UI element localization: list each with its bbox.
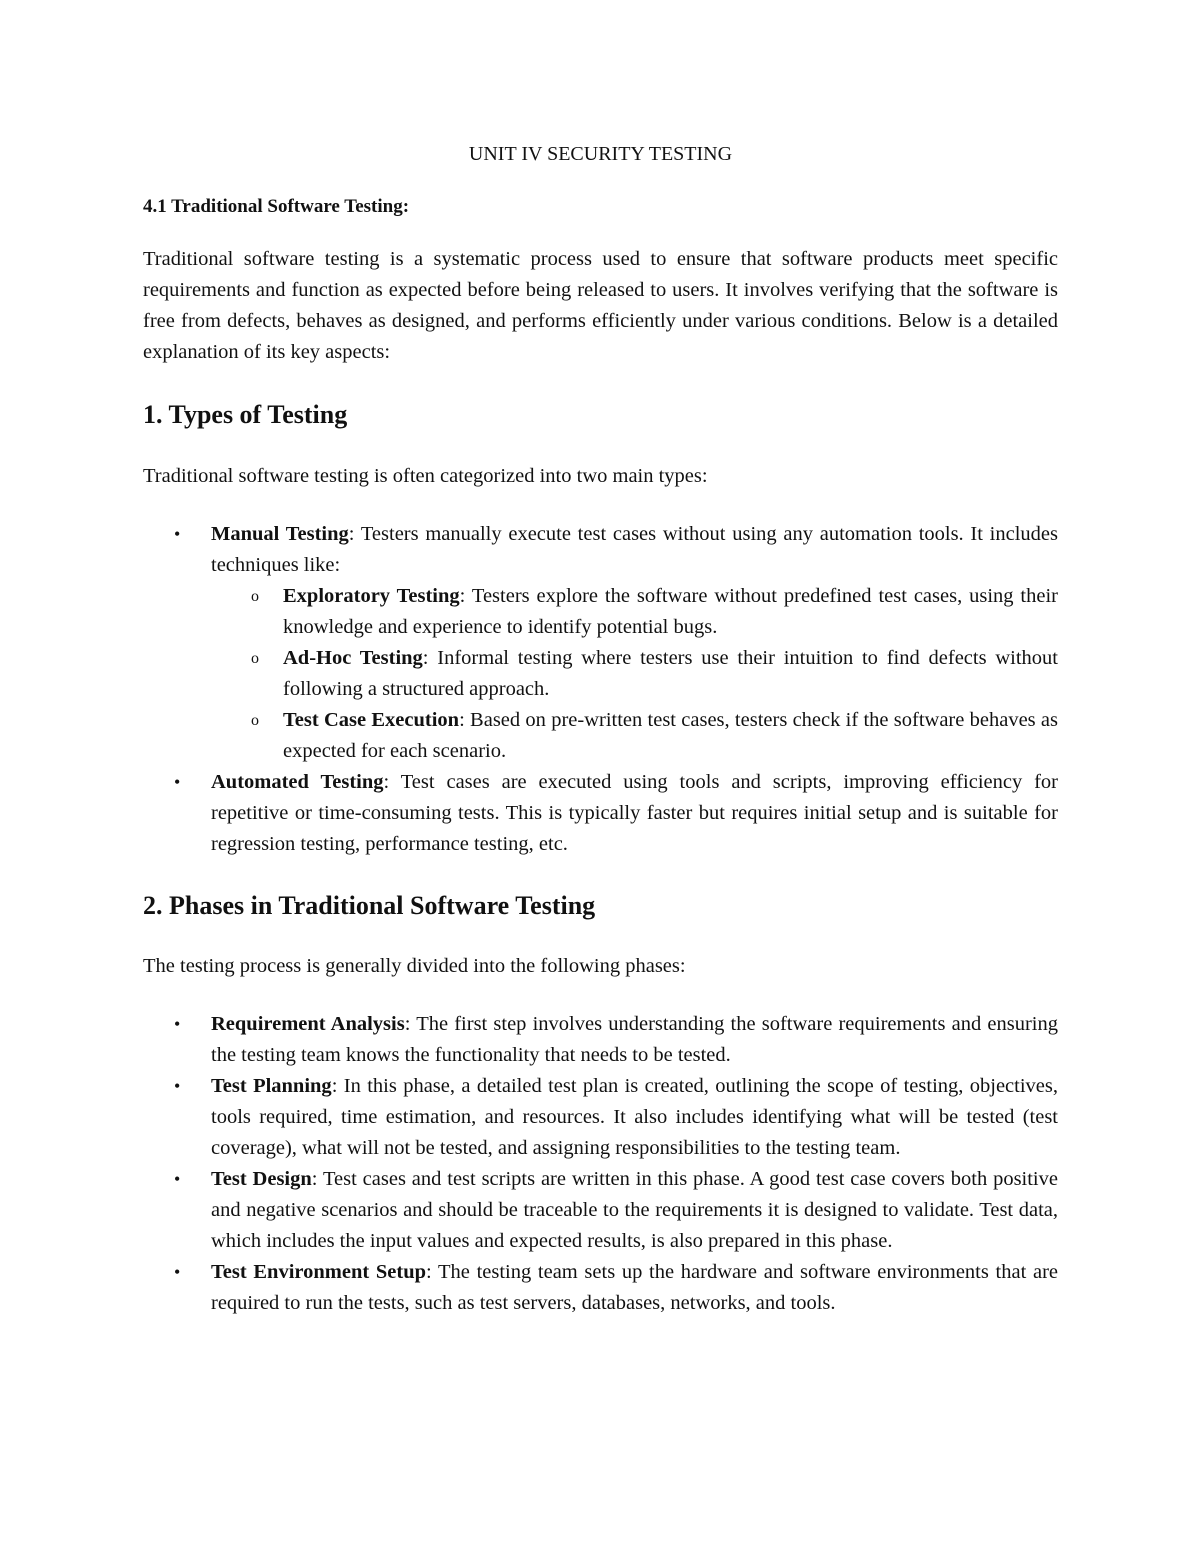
desc-ad-hoc-testing: : Informal testing where testers use their intuition to find defects without following a structured approach. [283,647,1059,700]
desc-test-design: : Test cases and test scripts are written in this phase. A good test case covers both positive and negative scenarios and should be traceable to the requirements it is designed to validate. Test data, which includes the input values and expected results, is also prepared in this phase. [211,1168,1058,1252]
term-test-case-execution: Test Case Execution [283,709,460,731]
list-item-manual-testing [143,519,1058,767]
term-test-design: Test Design [211,1168,312,1190]
desc-requirement-analysis: : The first step involves understanding the software requirements and ensuring the testing team knows the functionality that needs to be tested. [211,1013,1058,1066]
section-intro-types: Traditional software testing is often categorized into two main types: [143,465,708,487]
list-item-test-design [143,1164,1058,1257]
sub-bullet-icon: o [251,588,259,605]
list-item-test-planning [143,1071,1058,1164]
document-page [143,138,1058,1319]
list-item-requirement-analysis [143,1009,1058,1071]
list-item-test-environment-setup [143,1257,1058,1319]
bullet-icon: • [174,524,181,544]
bullet-icon: • [174,1014,181,1034]
subsection-heading: 4.1 Traditional Software Testing: [143,196,410,217]
bullet-icon: • [174,1076,181,1096]
types-list [143,519,1058,860]
sub-bullet-icon: o [251,650,259,667]
section-intro-phases: The testing process is generally divided into the following phases: [143,955,686,977]
desc-automated-testing: : Test cases are executed using tools and scripts, improving efficiency for repetitive or time-consuming tests. This is typically faster but requires initial setup and is suitable for regression testing, performance testing, etc. [211,771,1058,855]
section-heading-types-of-testing: 1. Types of Testing [143,400,348,429]
section-heading-phases: 2. Phases in Traditional Software Testing [143,891,596,920]
term-requirement-analysis: Requirement Analysis [211,1013,405,1035]
desc-test-planning: : In this phase, a detailed test plan is created, outlining the scope of testing, objectives, tools required, time estimation, and resources. It also includes identifying what will be tested (test coverage), what will not be tested, and assigning responsibilities to the testing team. [211,1075,1058,1159]
sub-item-ad-hoc-testing [211,643,1058,705]
bullet-icon: • [174,1169,181,1189]
term-manual-testing: Manual Testing [211,523,349,545]
sub-bullet-icon: o [251,712,259,729]
term-exploratory-testing: Exploratory Testing [283,585,460,607]
bullet-icon: • [174,1262,181,1282]
intro-paragraph: Traditional software testing is a systematic process used to ensure that software products meet specific requirements and function as expected before being released to users. It involves verifying that the software is free from defects, behaves as designed, and performs efficiently under various conditions. Below is a detailed explanation of its key aspects: [143,248,1058,363]
desc-test-environment-setup: : The testing team sets up the hardware and software environments that are required to run the tests, such as test servers, databases, networks, and tools. [211,1261,1058,1314]
manual-techniques-list [211,581,1058,767]
term-test-planning: Test Planning [211,1075,332,1097]
unit-title: UNIT IV SECURITY TESTING [468,143,733,165]
desc-test-case-execution: : Based on pre-written test cases, testers check if the software behaves as expected for each scenario. [283,709,1058,762]
list-item-automated-testing [143,767,1058,860]
desc-exploratory-testing: : Testers explore the software without predefined test cases, using their knowledge and experience to identify potential bugs. [283,585,1058,638]
term-test-environment-setup: Test Environment Setup [211,1261,426,1283]
term-ad-hoc-testing: Ad-Hoc Testing [283,647,423,669]
bullet-icon: • [174,772,181,792]
term-automated-testing: Automated Testing [211,771,384,793]
sub-item-test-case-execution [211,705,1058,767]
sub-item-exploratory-testing [211,581,1058,643]
phases-list [143,1009,1058,1319]
desc-manual-testing: : Testers manually execute test cases without using any automation tools. It includes techniques like: [211,523,1058,576]
